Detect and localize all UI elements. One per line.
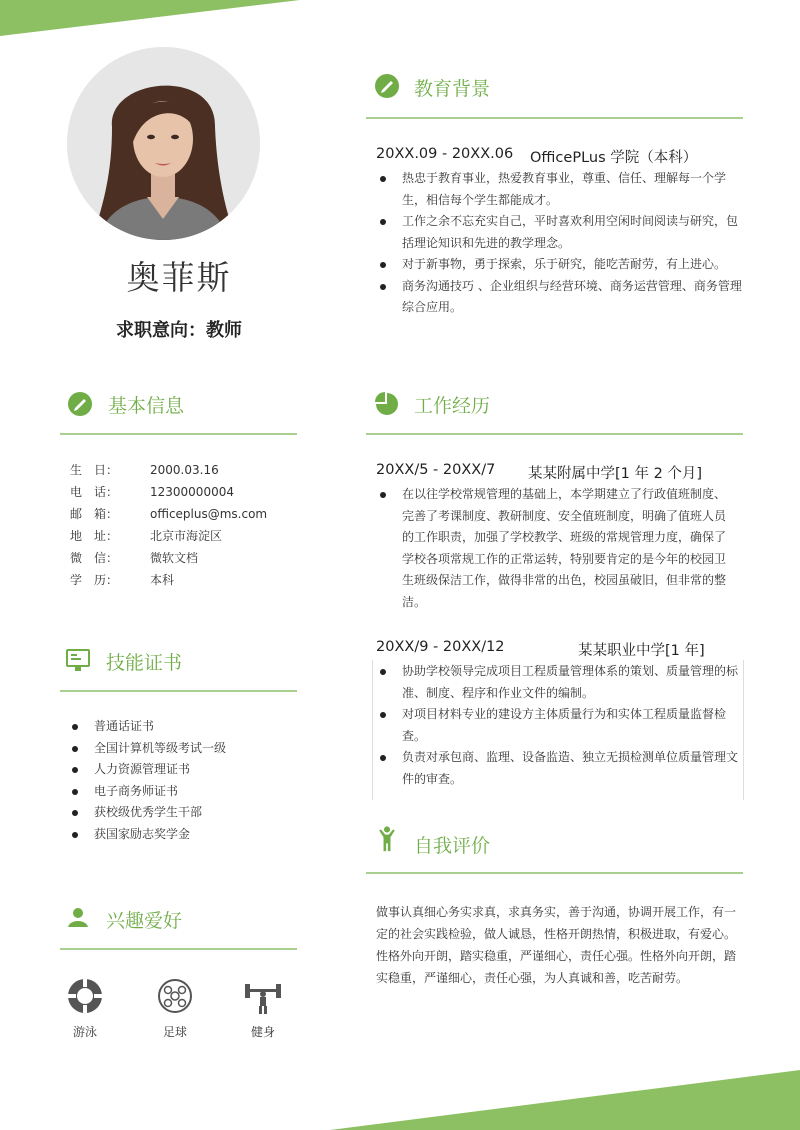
football-icon: [156, 977, 194, 1015]
dumbbell-icon: [243, 977, 283, 1015]
section-divider: [60, 433, 297, 435]
section-divider: [60, 948, 297, 950]
hobby-fitness: [233, 977, 293, 1040]
hobby-label: 健身: [250, 1025, 275, 1039]
list-item: 普通话证书: [66, 716, 296, 738]
pen-icon: [67, 391, 93, 417]
certificate-screen-icon: [65, 647, 91, 673]
info-value: 微软文档: [150, 551, 199, 565]
info-label: 地 址：: [70, 529, 119, 543]
section-divider: [366, 433, 743, 435]
list-item: 获国家励志奖学金: [66, 824, 296, 846]
hobby-label: 足球: [162, 1025, 187, 1039]
section-title-education: 教育背景: [414, 78, 491, 100]
top-left-decoration: [0, 0, 300, 40]
info-row: [70, 525, 222, 547]
person-icon: [374, 826, 400, 852]
info-row: [70, 569, 174, 591]
info-label: 微 信：: [70, 551, 119, 565]
section-title-self: 自我评价: [414, 835, 491, 857]
section-title-skills: 技能证书: [106, 652, 183, 674]
hobby-label: 游泳: [72, 1025, 97, 1039]
pie-chart-icon: [374, 391, 400, 417]
work-company: 某某附属中学[1 年 2 个月]: [528, 466, 703, 482]
info-row: [70, 459, 219, 481]
list-item: 在以往学校常规管理的基础上，本学期建立了行政值班制度、完善了考课制度、教研制度、安全值班制度，明确了值班人员的工作职责，加强了学校教学、班级的常规管理力度，确保了学校各项常规工作的正常运转，特别要肯定的是今年的校园卫生班级保洁工作，做得非常的出色，校园虽破旧，但非常的整洁。: [374, 484, 736, 613]
section-divider: [366, 872, 743, 874]
list-item: 人力资源管理证书: [66, 759, 296, 781]
section-title-hobbies: 兴趣爱好: [106, 910, 183, 932]
pen-icon: [374, 73, 400, 99]
info-row: [70, 503, 267, 525]
swim-ring-icon: [66, 977, 104, 1015]
self-evaluation-text: 做事认真细心务实求真，求真务实，善于沟通，协调开展工作，有一定的社会实践检验，做人诚恳，性格开朗热情，积极进取，有爱心。性格外向开朗，踏实稳重，严谨细心，责任心强。性格外向开朗，踏实稳重，严谨细心，责任心强，为人真诚和善，吃苦耐劳。: [376, 905, 737, 985]
certificate-list: [66, 716, 296, 845]
list-item: 协助学校领导完成项目工程质量管理体系的策划、质量管理的标准、制度、程序和作业文件的编制。: [374, 661, 742, 704]
info-label: 电 话：: [70, 485, 119, 499]
work-duties-list: [374, 661, 742, 790]
education-school: OfficePLus 学院（本科）: [530, 150, 698, 166]
info-value: officeplus@ms.com: [150, 507, 268, 521]
info-value: 2000.03.16: [150, 463, 219, 477]
section-title-work: 工作经历: [414, 395, 491, 417]
info-label: 邮 箱：: [70, 507, 119, 521]
list-item: 全国计算机等级考试一级: [66, 738, 296, 760]
bottom-right-decoration: [330, 1070, 800, 1130]
section-title-basic: 基本信息: [108, 395, 185, 417]
info-label: 生 日：: [70, 463, 119, 477]
work-company: 某某职业中学[1 年]: [578, 643, 705, 659]
education-period: 20XX.09 - 20XX.06: [376, 146, 514, 162]
section-divider: [60, 690, 297, 692]
list-item: 获校级优秀学生干部: [66, 802, 296, 824]
info-value: 本科: [150, 573, 175, 587]
list-item: 热忠于教育事业，热爱教育事业，尊重、信任、理解每一个学生，相信每个学生都能成才。: [374, 168, 742, 211]
job-intent: 求职意向：教师: [116, 320, 242, 341]
work-period: 20XX/5 - 20XX/7: [376, 462, 496, 478]
list-item: 电子商务师证书: [66, 781, 296, 803]
list-item: 工作之余不忘充实自己，平时喜欢利用空闲时间阅读与研究，包括理论知识和先进的教学理念。: [374, 211, 742, 254]
list-item: 对项目材料专业的建设方主体质量行为和实体工程质量监督检查。: [374, 704, 742, 747]
work-duties-list: [374, 484, 736, 613]
list-item: 对于新事物，勇于探索，乐于研究，能吃苦耐劳，有上进心。: [374, 254, 742, 276]
section-divider: [366, 117, 743, 119]
info-label: 学 历：: [70, 573, 119, 587]
info-row: [70, 481, 234, 503]
info-row: [70, 547, 198, 569]
candidate-name: 奥菲斯: [126, 258, 232, 297]
hobby-football: [145, 977, 205, 1040]
avatar: [67, 47, 260, 240]
info-value: 北京市海淀区: [150, 529, 223, 543]
people-icon: [65, 905, 91, 931]
hobby-swim: [55, 977, 115, 1040]
work-period: 20XX/9 - 20XX/12: [376, 639, 505, 655]
list-item: 商务沟通技巧 、企业组织与经营环境、商务运营管理、商务管理综合应用。: [374, 276, 742, 319]
education-list: [374, 168, 742, 319]
info-value: 12300000004: [150, 485, 234, 499]
list-item: 负责对承包商、监理、设备监造、独立无损检测单位质量管理文件的审查。: [374, 747, 742, 790]
